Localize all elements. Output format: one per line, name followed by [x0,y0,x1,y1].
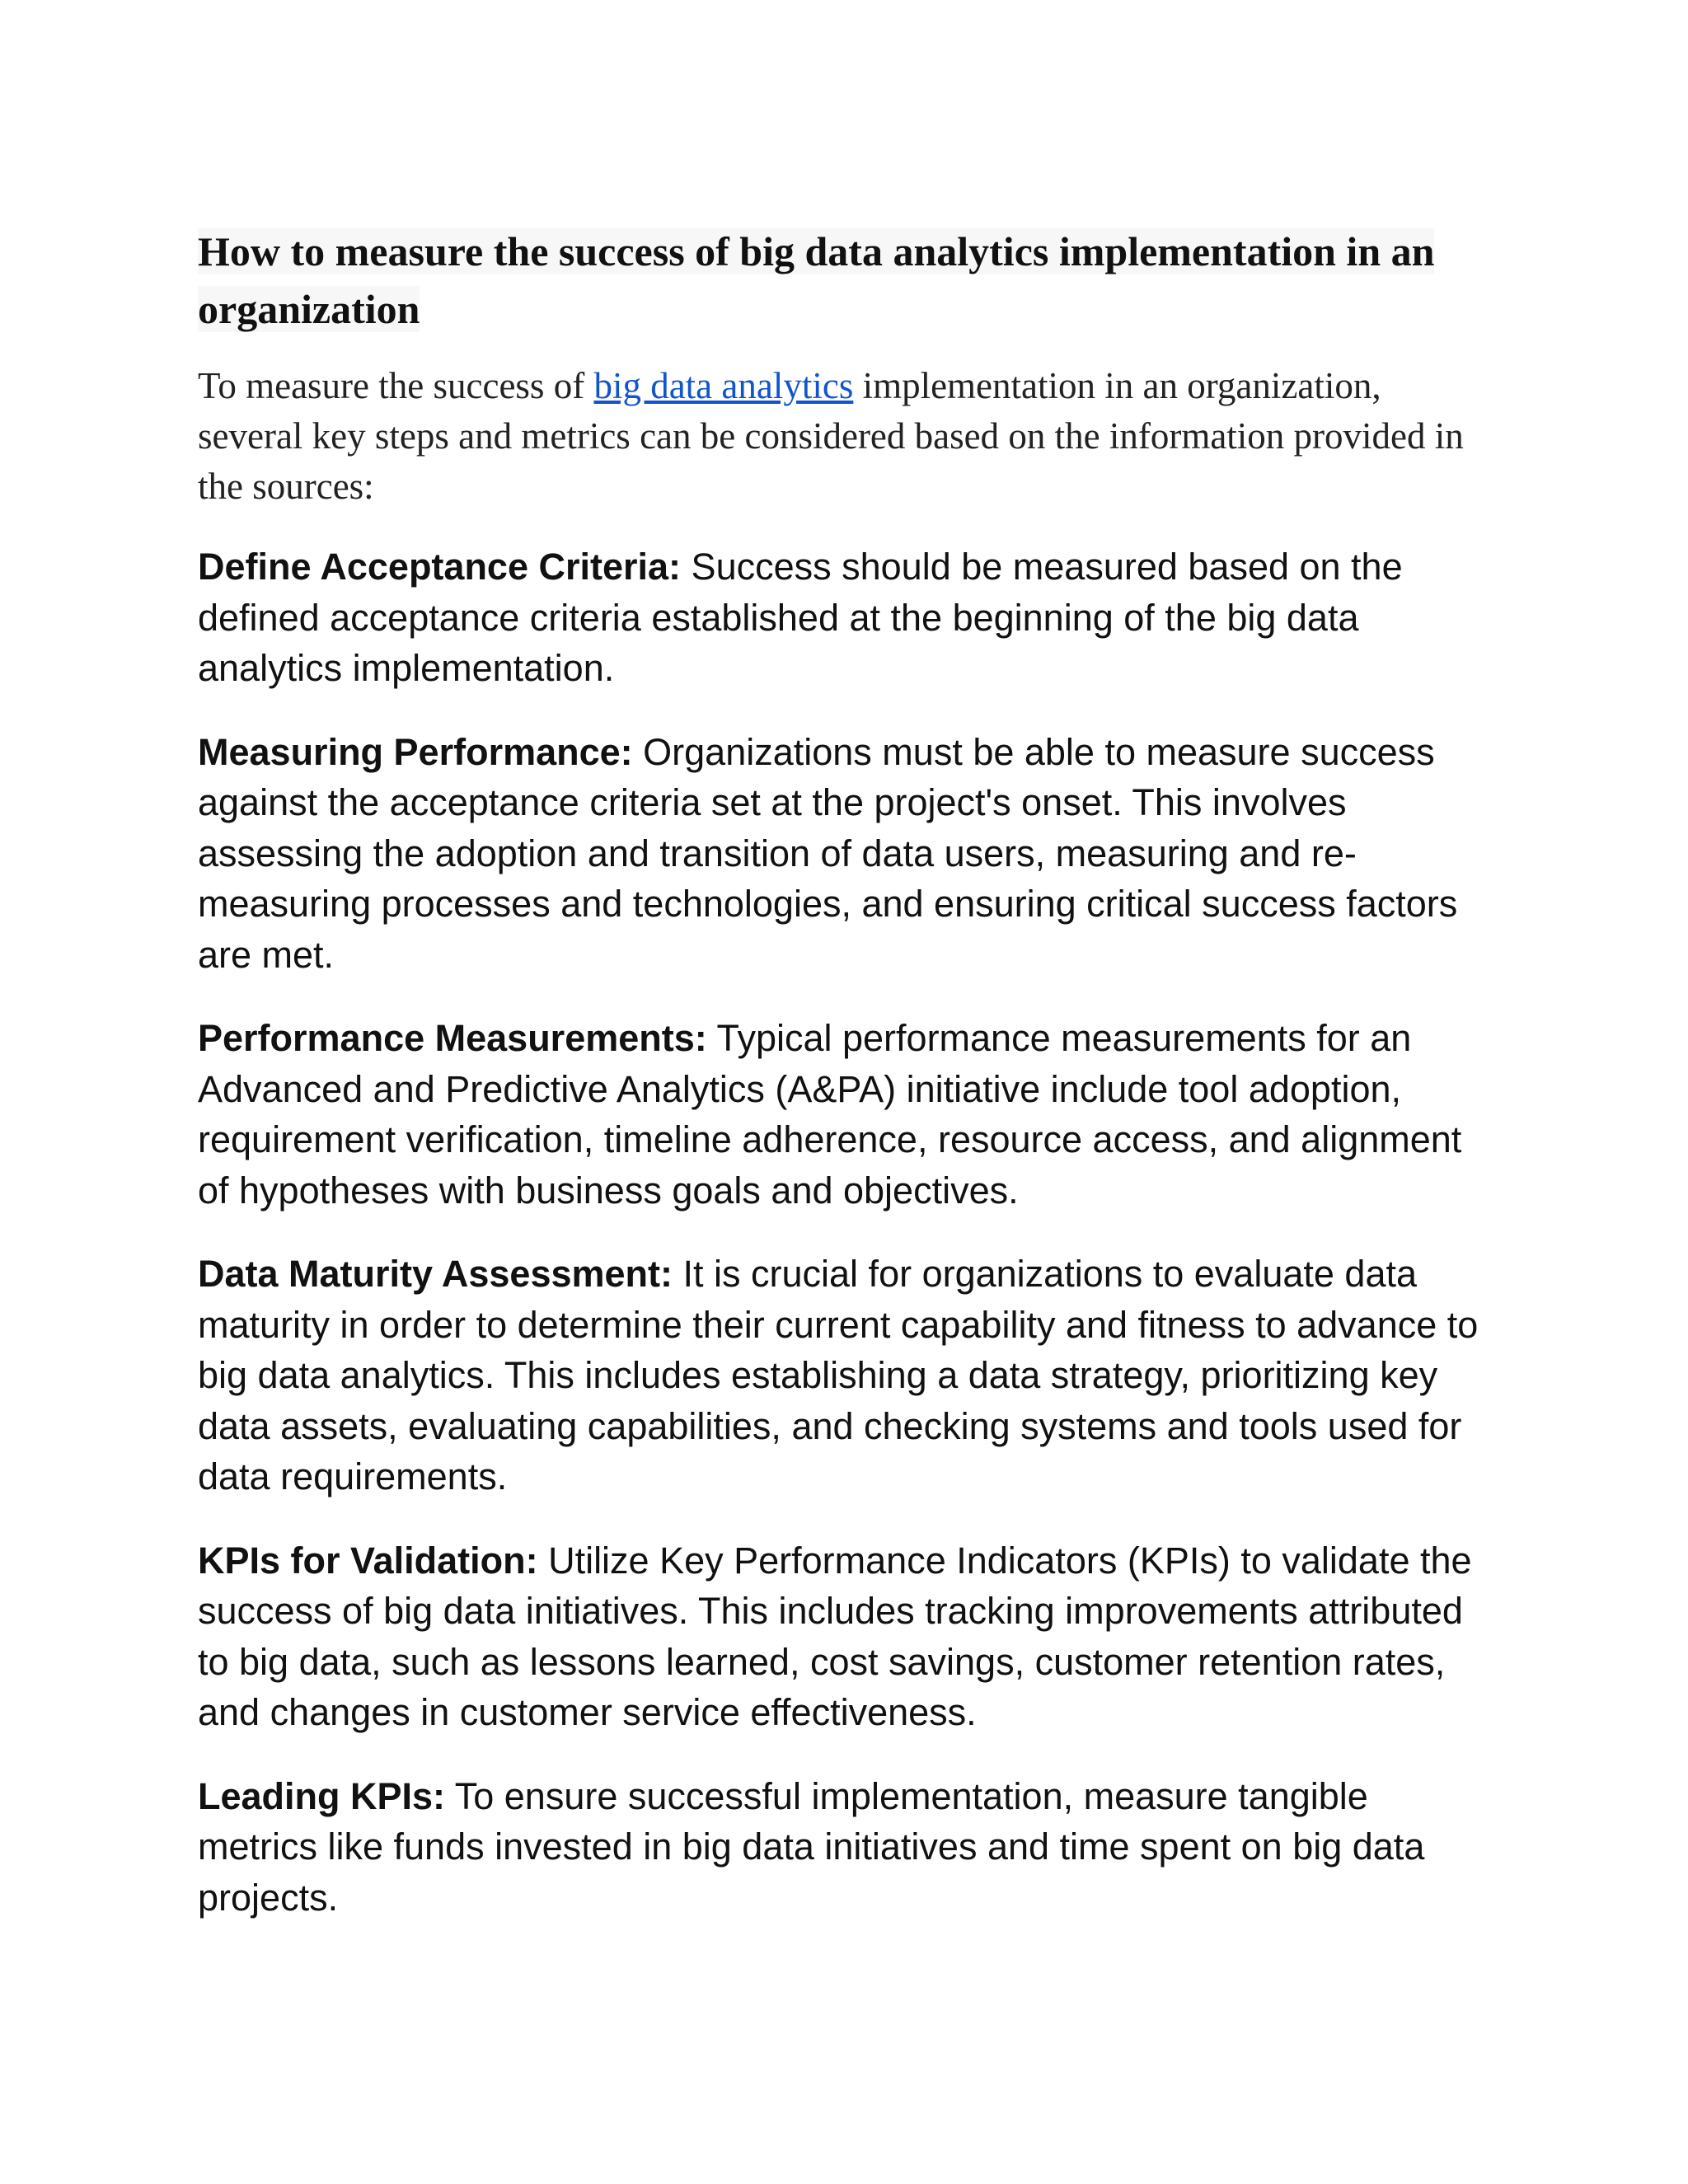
section-label: KPIs for Validation: [198,1539,538,1582]
section-label: Define Acceptance Criteria: [198,546,682,588]
section-label: Leading KPIs: [198,1774,446,1817]
intro-paragraph [198,361,1484,512]
section-leading-kpis [198,1771,1484,1924]
section-performance-measurements [198,1013,1484,1216]
section-text: Utilize Key Performance Indicators (KPIs) to validate the success of big data initiatives. This includes tracking improvements attributed to big data, such as lessons learned, cost savings, customer retention rates, and changes in customer service effectiveness. [198,1539,1472,1733]
section-define-acceptance-criteria [198,541,1484,694]
intro-text-before-link: To measure the success of [198,365,594,406]
section-measuring-performance [198,727,1484,981]
document-title [198,223,1484,338]
section-text: Organizations must be able to measure success against the acceptance criteria set at the project's onset. This involves assessing the adoption and transition of data users, measuring and re-measuring processes and technologies, and ensuring critical success factors are met. [198,730,1458,976]
section-text: Typical performance measurements for an Advanced and Predictive Analytics (A&PA) initiative include tool adoption, requirement verification, timeline adherence, resource access, and alignment of hypotheses with business goals and objectives. [198,1017,1462,1212]
section-text: To ensure successful implementation, measure tangible metrics like funds invested in big data initiatives and time spent on big data projects. [198,1774,1425,1919]
section-text: It is crucial for organizations to evaluate data maturity in order to determine their current capability and fitness to advance to big data analytics. This includes establishing a data strategy, prioritizing key data assets, evaluating capabilities, and checking systems and tools used for data requirements. [198,1253,1479,1497]
section-label: Measuring Performance: [198,730,633,773]
big-data-analytics-link[interactable]: big data analytics [593,365,854,406]
document-title-text: How to measure the success of big data analytics implementation in an organization [198,228,1435,332]
section-label: Data Maturity Assessment: [198,1253,673,1295]
document-body [198,223,1484,1956]
section-data-maturity-assessment [198,1249,1484,1502]
section-text: Success should be measured based on the defined acceptance criteria established at the beginning of the big data analytics implementation. [198,546,1403,689]
section-label: Performance Measurements: [198,1017,707,1059]
section-kpis-for-validation [198,1535,1484,1738]
intro-text-after-link: implementation in an organization, several key steps and metrics can be considered based on the information provided in the sources: [198,365,1464,507]
